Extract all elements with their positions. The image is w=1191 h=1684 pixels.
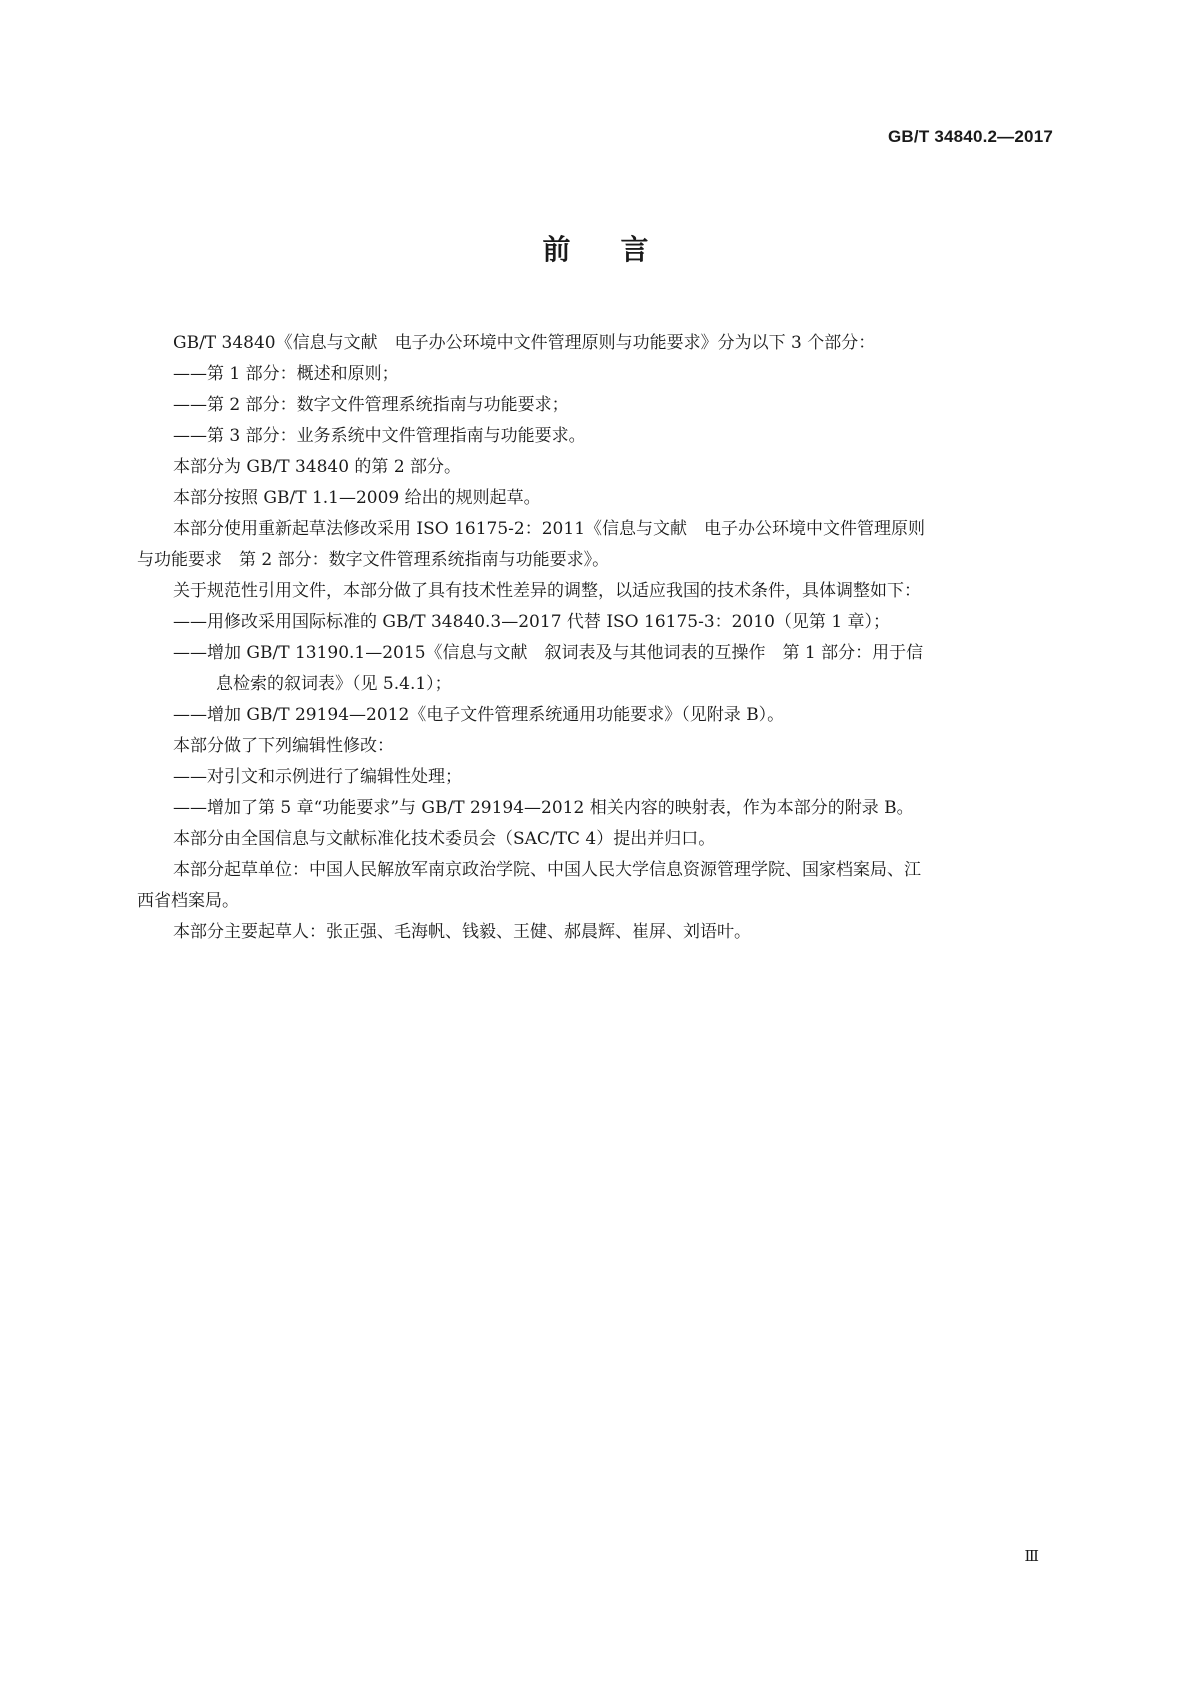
paragraph-drafting-units-line-1: 本部分起草单位：中国人民解放军南京政治学院、中国人民大学信息资源管理学院、国家档案局、江 <box>173 860 921 880</box>
page-number: Ⅲ <box>1024 1547 1039 1565</box>
list-item-editorial-citations: ——对引文和示例进行了编辑性处理； <box>173 767 462 787</box>
foreword-body <box>137 328 1055 948</box>
paragraph-main-drafters: 本部分主要起草人：张正强、毛海帆、钱毅、王健、郝晨辉、崔屏、刘语叶。 <box>173 922 751 942</box>
page-title: 前言 <box>542 233 699 266</box>
list-item-editorial-mapping: ——增加了第 5 章“功能要求”与 GB/T 29194—2012 相关内容的映射表，作为本部分的附录 B。 <box>173 798 914 818</box>
list-item-replace-iso: ——用修改采用国际标准的 GB/T 34840.3—2017 代替 ISO 16175-3：2010（见第 1 章）； <box>173 612 891 632</box>
list-item-add-29194: ——增加 GB/T 29194—2012《电子文件管理系统通用功能要求》（见附录 B）。 <box>173 705 785 725</box>
paragraph-part-statement: 本部分为 GB/T 34840 的第 2 部分。 <box>173 457 462 477</box>
standard-code: GB/T 34840.2—2017 <box>888 127 1053 146</box>
paragraph-editorial-changes: 本部分做了下列编辑性修改： <box>173 736 394 756</box>
paragraph-intro: GB/T 34840《信息与文献 电子办公环境中文件管理原则与功能要求》分为以下 3 个部分： <box>173 333 876 353</box>
paragraph-adoption-line-1: 本部分使用重新起草法修改采用 ISO 16175-2：2011《信息与文献 电子办公环境中文件管理原则 <box>173 519 926 539</box>
paragraph-normative-references: 关于规范性引用文件，本部分做了具有技术性差异的调整，以适应我国的技术条件，具体调整如下： <box>173 581 921 601</box>
paragraph-adoption-line-2: 与功能要求 第 2 部分：数字文件管理系统指南与功能要求》。 <box>137 550 610 570</box>
list-item-part-1: ——第 1 部分：概述和原则； <box>173 364 399 384</box>
list-item-add-13190-line-1: ——增加 GB/T 13190.1—2015《信息与文献 叙词表及与其他词表的互操作 第 1 部分：用于信 <box>173 643 924 663</box>
list-item-part-2: ——第 2 部分：数字文件管理系统指南与功能要求； <box>173 395 569 415</box>
list-item-part-3: ——第 3 部分：业务系统中文件管理指南与功能要求。 <box>173 426 586 446</box>
list-item-add-13190-line-2: 息检索的叙词表》（见 5.4.1）； <box>216 674 452 694</box>
paragraph-drafting-units-line-2: 西省档案局。 <box>137 891 239 911</box>
paragraph-drafting-rules: 本部分按照 GB/T 1.1—2009 给出的规则起草。 <box>173 488 541 508</box>
paragraph-proposed-by: 本部分由全国信息与文献标准化技术委员会（SAC/TC 4）提出并归口。 <box>173 829 716 849</box>
